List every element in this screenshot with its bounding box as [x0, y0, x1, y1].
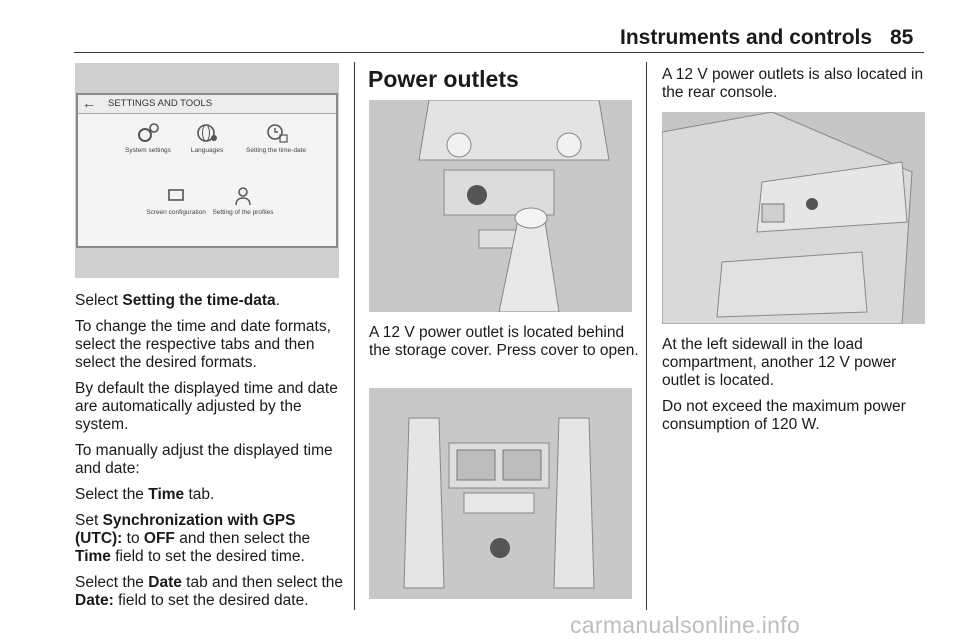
- column-divider-2: [646, 62, 647, 610]
- center-console-figure: [369, 100, 632, 312]
- option-time-date: Setting the time-date: [238, 121, 314, 154]
- paragraph-time-tab: Select the Time tab.: [75, 486, 215, 503]
- rear-console-figure: [369, 388, 632, 599]
- option-languages: Languages: [182, 121, 232, 154]
- center-console-illustration: [369, 100, 632, 312]
- column-3-text-bottom: [662, 336, 932, 442]
- option-screen-configuration: Screen configuration: [144, 185, 208, 216]
- monitor-icon: [163, 185, 189, 207]
- column-2-text: [369, 324, 639, 368]
- settings-screen: [76, 93, 338, 248]
- page-number: 85: [890, 26, 914, 49]
- watermark: carmanualsonline.info: [570, 612, 801, 638]
- column-1-text: [75, 292, 345, 618]
- option-profiles: Setting of the profiles: [208, 185, 278, 216]
- paragraph-load-outlet: At the left sidewall in the load compartment, another 12 V power outlet is located.: [662, 336, 897, 389]
- header-rule: [74, 52, 924, 53]
- paragraph-formats: To change the time and date formats, select the respective tabs and then select the desired formats.: [75, 318, 331, 371]
- paragraph-manual: To manually adjust the displayed time and date:: [75, 442, 333, 477]
- settings-title-bar: [78, 95, 336, 114]
- option-system-settings: System settings: [118, 121, 178, 154]
- paragraph-sync: Set Synchronization with GPS (UTC): to OFF and then select the Time field to set the desired time.: [75, 512, 311, 565]
- rear-console-illustration: [369, 388, 632, 599]
- back-arrow-icon: ←: [82, 95, 96, 111]
- paragraph-front-outlet: A 12 V power outlet is located behind the storage cover. Press cover to open.: [369, 324, 639, 359]
- load-compartment-illustration: [662, 112, 925, 324]
- column-3-text-top: [662, 66, 932, 110]
- column-divider-1: [354, 62, 355, 610]
- paragraph-date-tab: Select the Date tab and then select the Date: field to set the desired date.: [75, 574, 344, 609]
- person-icon: [230, 185, 256, 207]
- page-header-title: Instruments and controls: [620, 26, 873, 49]
- section-title: Power outlets: [368, 66, 519, 92]
- paragraph-select: Select Setting the time-data.: [75, 292, 280, 309]
- gears-icon: [135, 121, 161, 145]
- paragraph-default: By default the displayed time and date are automatically adjusted by the system.: [75, 380, 338, 433]
- paragraph-rear-outlet: A 12 V power outlets is also located in the rear console.: [662, 66, 924, 101]
- settings-title: SETTINGS AND TOOLS: [108, 98, 213, 109]
- globe-icon: [194, 121, 220, 145]
- paragraph-max-power: Do not exceed the maximum power consumption of 120 W.: [662, 398, 906, 433]
- clock-icon: [263, 121, 289, 145]
- load-compartment-figure: [662, 112, 925, 324]
- settings-screen-figure: [75, 63, 339, 278]
